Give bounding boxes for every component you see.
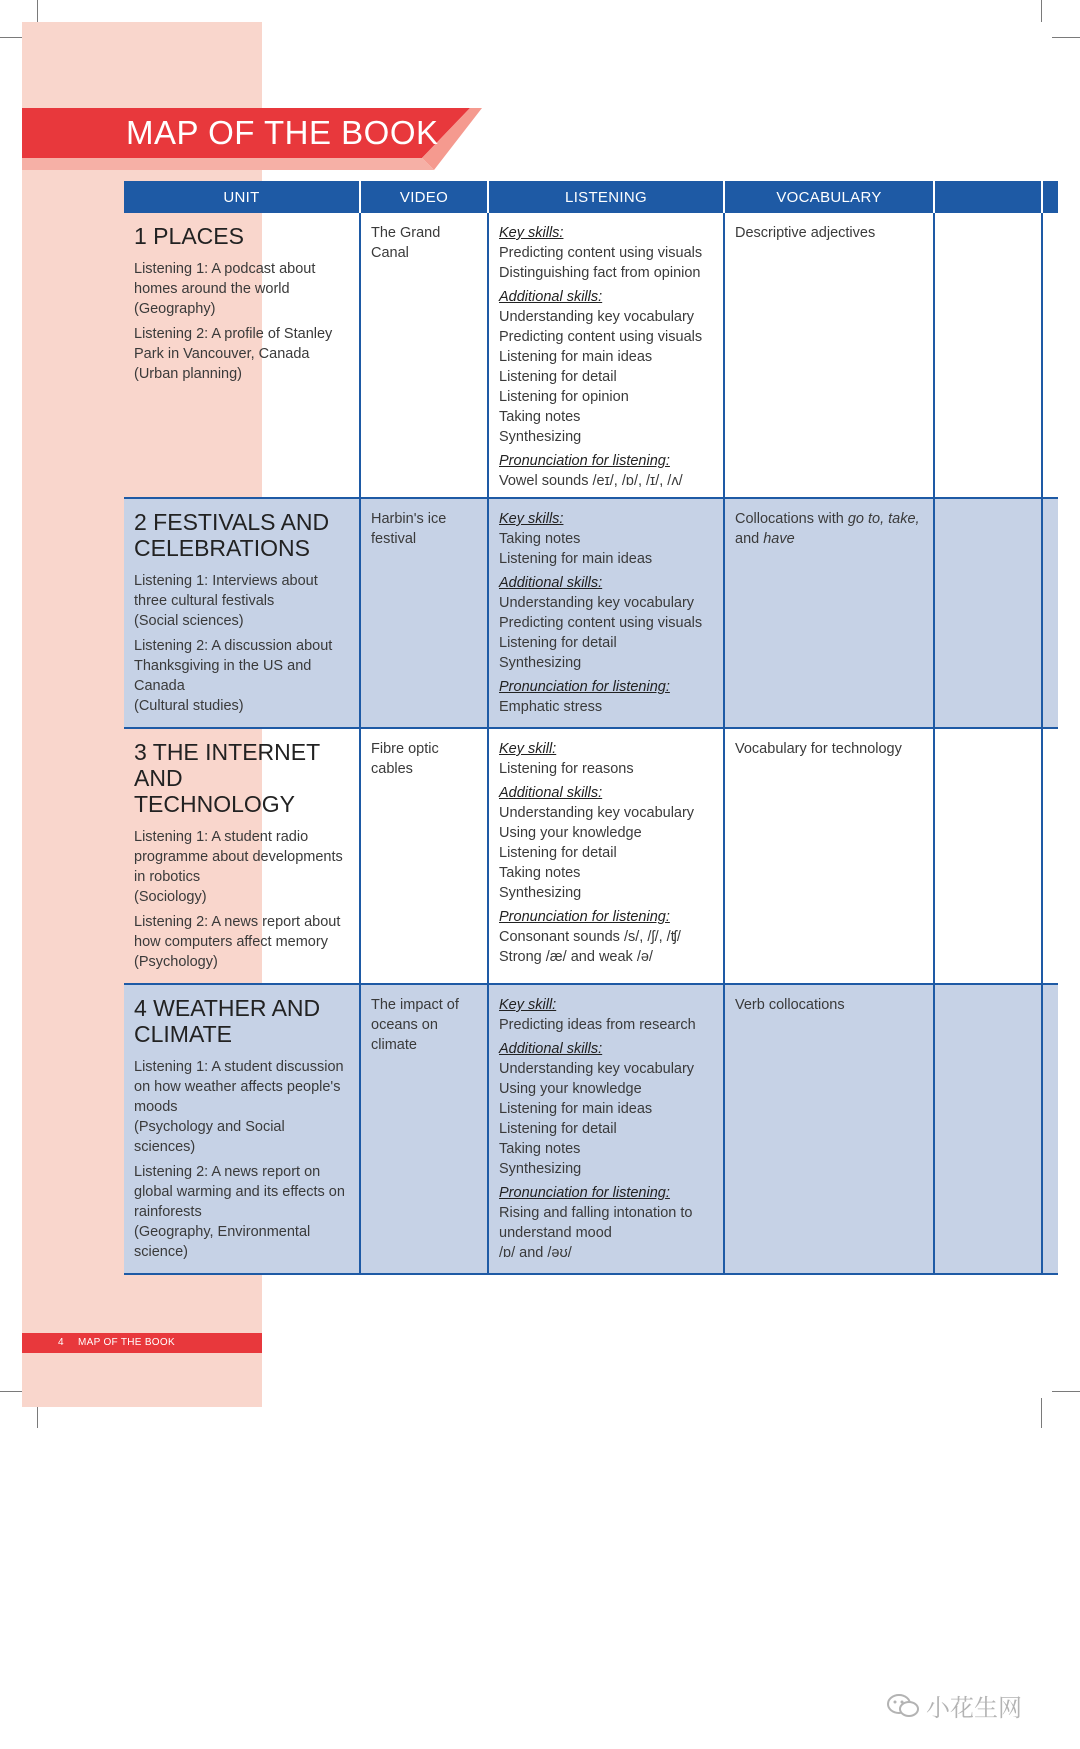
text-line: Listening 2: A discussion about — [134, 638, 333, 654]
text-line: Canada — [134, 678, 185, 694]
edge-cell — [1042, 213, 1058, 498]
listening-description — [134, 259, 349, 319]
listening-description — [134, 636, 349, 716]
text-line: Listening 2: A profile of Stanley — [134, 326, 333, 342]
text-line: Listening 1: A student discussion — [134, 1059, 344, 1075]
text-line: how computers affect memory — [134, 934, 328, 950]
unit-cell — [124, 728, 360, 984]
listening-cell — [488, 498, 724, 728]
text-line: (Psychology and Social sciences) — [134, 1119, 285, 1155]
text-line: global warming and its effects on — [134, 1184, 345, 1200]
skill-item: Predicting content using visuals — [499, 615, 703, 631]
skill-heading: Pronunciation for listening: — [499, 909, 670, 925]
listening-description — [134, 1162, 349, 1262]
column-header-video: VIDEO — [360, 181, 488, 213]
skill-item: Listening for detail — [499, 845, 617, 861]
text-line: (Urban planning) — [134, 366, 243, 382]
text-line: (Social sciences) — [134, 613, 244, 629]
page-footer — [22, 1333, 262, 1353]
text-line: Listening 1: A student radio — [134, 829, 309, 845]
text-line: Listening 1: A podcast about — [134, 261, 316, 277]
skill-item: Synthesizing — [499, 885, 582, 901]
skill-heading: Key skills: — [499, 225, 564, 241]
skill-item: Listening for main ideas — [499, 349, 653, 365]
skill-item: Rising and falling intonation to — [499, 1205, 693, 1221]
listening-cell — [488, 984, 724, 1274]
text-line: three cultural festivals — [134, 593, 275, 609]
skill-item: Taking notes — [499, 1141, 581, 1157]
page-title: MAP OF THE BOOK — [126, 114, 439, 151]
text-line: (Psychology) — [134, 954, 218, 970]
vocab-italic: have — [763, 531, 795, 547]
crop-mark-bottom-left-h — [0, 1391, 22, 1392]
crop-mark-top-right-h — [1052, 37, 1080, 38]
skill-item: Using your knowledge — [499, 825, 642, 841]
listening-description — [134, 1057, 349, 1157]
skill-item: Listening for detail — [499, 1121, 617, 1137]
skill-item: Predicting content using visuals — [499, 329, 703, 345]
skill-item: Strong /æ/ and weak /ə/ — [499, 949, 653, 965]
unit-title: 3 THE INTERNET AND TECHNOLOGY — [134, 739, 320, 817]
skill-heading: Pronunciation for listening: — [499, 679, 670, 695]
blank-cell — [934, 728, 1042, 984]
crop-mark-top-left-v — [37, 0, 38, 22]
text-line: homes around the world — [134, 281, 290, 297]
text-line: (Cultural studies) — [134, 698, 244, 714]
skill-item: Listening for opinion — [499, 389, 629, 405]
vocabulary-cell: Vocabulary for technology — [724, 728, 934, 984]
skill-heading: Additional skills: — [499, 575, 603, 591]
skill-heading: Additional skills: — [499, 289, 603, 305]
video-cell: Harbin's ice festival — [360, 498, 488, 728]
skill-heading: Additional skills: — [499, 1041, 603, 1057]
skill-item: Understanding key vocabulary — [499, 1061, 695, 1077]
table-row — [124, 498, 1058, 728]
text-line: (Geography, Environmental — [134, 1224, 311, 1240]
skill-item: Emphatic stress — [499, 699, 603, 715]
watermark — [886, 1688, 1022, 1723]
listening-description — [134, 827, 349, 907]
skill-item: Synthesizing — [499, 1161, 582, 1177]
text-line: moods — [134, 1099, 178, 1115]
listening-description — [134, 324, 349, 384]
edge-cell — [1042, 728, 1058, 984]
table-header-row — [124, 181, 1058, 213]
text-line: Listening 2: A news report on — [134, 1164, 321, 1180]
vocabulary-cell: Verb collocations — [724, 984, 934, 1274]
blank-cell — [934, 984, 1042, 1274]
skill-item: Taking notes — [499, 409, 581, 425]
unit-title: 4 WEATHER AND CLIMATE — [134, 995, 321, 1047]
video-cell: The impact of oceans on climate — [360, 984, 488, 1274]
skill-item: Consonant sounds /s/, /ʃ/, /ʧ/ — [499, 929, 681, 945]
skill-item: Listening for detail — [499, 635, 617, 651]
text-line: (Geography) — [134, 301, 216, 317]
column-header-unit: UNIT — [124, 181, 360, 213]
wechat-icon — [886, 1693, 920, 1719]
skill-heading: Key skill: — [499, 741, 557, 757]
skill-heading: Additional skills: — [499, 785, 603, 801]
text-line: science) — [134, 1244, 188, 1260]
skill-item: Listening for main ideas — [499, 551, 653, 567]
skill-item: Listening for main ideas — [499, 1101, 653, 1117]
vocab-text: and — [735, 531, 764, 547]
skill-item: Vowel sounds /eɪ/, /ɒ/, /ɪ/, /ʌ/ — [499, 473, 683, 489]
skill-item: Synthesizing — [499, 429, 582, 445]
listening-cell — [488, 213, 724, 498]
unit-cell — [124, 213, 360, 498]
skill-item: /ɒ/ and /əʊ/ — [499, 1245, 572, 1261]
blank-cell — [934, 498, 1042, 728]
page-number: 4 — [58, 1337, 64, 1348]
unit-title: 2 FESTIVALS AND CELEBRATIONS — [134, 509, 330, 561]
skill-item: Using your knowledge — [499, 1081, 642, 1097]
vocab-italic: go to, take, — [847, 511, 920, 527]
table-row — [124, 728, 1058, 984]
table-row — [124, 984, 1058, 1274]
column-header-edge — [1042, 181, 1058, 213]
skill-item: Predicting content using visuals — [499, 245, 703, 261]
column-header-listening: LISTENING — [488, 181, 724, 213]
text-line: programme about developments — [134, 849, 343, 865]
skill-item: understand mood — [499, 1225, 612, 1241]
crop-mark-top-left-h — [0, 37, 22, 38]
crop-mark-bottom-right-h — [1052, 1391, 1080, 1392]
skill-item: Predicting ideas from research — [499, 1017, 696, 1033]
unit-cell — [124, 498, 360, 728]
vocabulary-cell: Descriptive adjectives — [724, 213, 934, 498]
vocabulary-cell — [724, 498, 934, 728]
listening-description — [134, 571, 349, 631]
text-line: rainforests — [134, 1204, 202, 1220]
skill-item: Listening for detail — [499, 369, 617, 385]
title-banner — [22, 108, 482, 170]
skill-item: Taking notes — [499, 865, 581, 881]
listening-cell — [488, 728, 724, 984]
text-line: Listening 2: A news report about — [134, 914, 341, 930]
skill-item: Listening for reasons — [499, 761, 634, 777]
text-line: (Sociology) — [134, 889, 207, 905]
skill-item: Understanding key vocabulary — [499, 309, 695, 325]
skill-item: Taking notes — [499, 531, 581, 547]
unit-cell — [124, 984, 360, 1274]
crop-mark-top-right-v — [1041, 0, 1042, 22]
video-cell: Fibre optic cables — [360, 728, 488, 984]
map-of-book-table — [124, 181, 1058, 1275]
column-header-blank — [934, 181, 1042, 213]
blank-cell — [934, 213, 1042, 498]
edge-cell — [1042, 984, 1058, 1274]
footer-label: MAP OF THE BOOK — [78, 1337, 175, 1348]
table-row — [124, 213, 1058, 498]
text-line: Thanksgiving in the US and — [134, 658, 312, 674]
text-line: on how weather affects people's — [134, 1079, 341, 1095]
text-line: Park in Vancouver, Canada — [134, 346, 310, 362]
skill-item: Understanding key vocabulary — [499, 595, 695, 611]
skill-item: Synthesizing — [499, 655, 582, 671]
watermark-text: 小花生网 — [926, 1695, 1022, 1722]
skill-heading: Pronunciation for listening: — [499, 453, 670, 469]
edge-cell — [1042, 498, 1058, 728]
skill-heading: Pronunciation for listening: — [499, 1185, 670, 1201]
skill-heading: Key skill: — [499, 997, 557, 1013]
column-header-vocabulary: VOCABULARY — [724, 181, 934, 213]
unit-title: 1 PLACES — [134, 223, 244, 249]
video-cell: The Grand Canal — [360, 213, 488, 498]
skill-heading: Key skills: — [499, 511, 564, 527]
text-line: in robotics — [134, 869, 201, 885]
skill-item: Distinguishing fact from opinion — [499, 265, 701, 281]
text-line: Listening 1: Interviews about — [134, 573, 318, 589]
listening-description — [134, 912, 349, 972]
crop-mark-bottom-right-v — [1041, 1398, 1042, 1428]
vocab-text: Collocations with — [735, 511, 848, 527]
skill-item: Understanding key vocabulary — [499, 805, 695, 821]
